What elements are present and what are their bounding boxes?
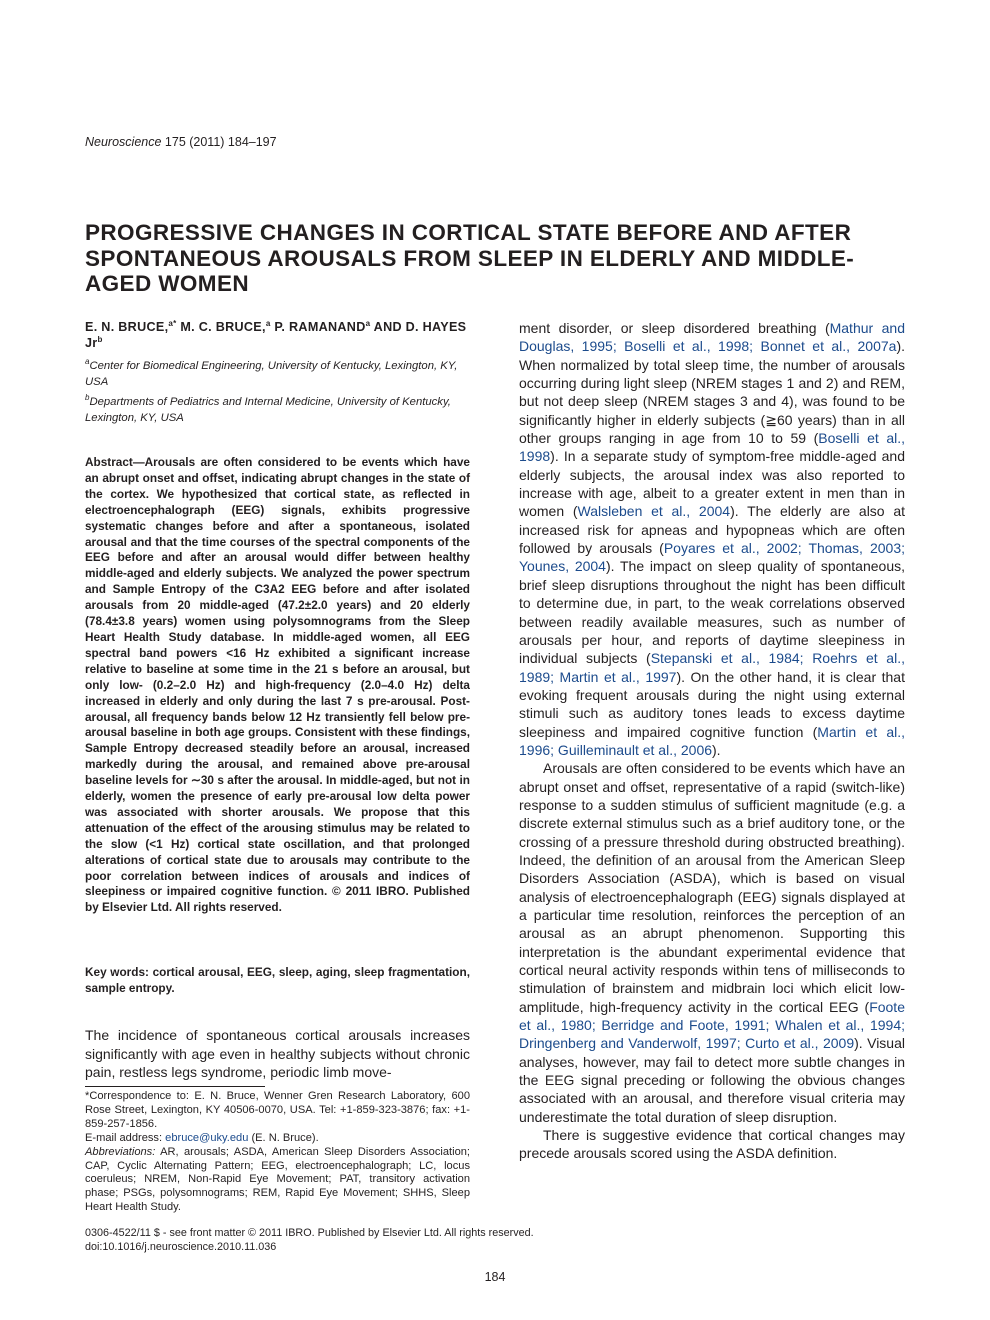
paragraph-text: ). On the other hand, it is clear that evoking frequent arousals during the night using external stimuli such as auditory tones leads to excess daytime sleepiness and impaired cognitive function ( bbox=[519, 668, 905, 740]
affiliation-text: Departments of Pediatrics and Internal Medicine, University of Kentucky, Lexington, KY, USA bbox=[85, 396, 451, 424]
introduction-text-left: The incidence of spontaneous cortical arousals increases significantly with age even in healthy subjects without chronic pain, restless legs syndrome, periodic limb move- bbox=[85, 1027, 470, 1080]
citation-link[interactable]: Martin et al., 1996; Guilleminault et al., 2006 bbox=[519, 723, 905, 758]
email-link[interactable]: ebruce@uky.edu bbox=[165, 1131, 249, 1144]
citation-link[interactable]: Walsleben et al., 2004 bbox=[577, 503, 731, 520]
paragraph-text: ). bbox=[712, 741, 721, 758]
affiliation-a bbox=[85, 359, 470, 390]
citation-link[interactable]: Mathur and Douglas, 1995; Boselli et al., 1998; Bonnet et al., 2007a bbox=[519, 320, 905, 355]
paragraph bbox=[519, 319, 905, 759]
author-affiliation-mark: a bbox=[265, 318, 271, 328]
paragraph-text: ). In a separate study of symptom-free middle-aged and elderly subjects, the arousal index was also reported to increase with age, albeit to a greater extent in men than in women ( bbox=[519, 448, 905, 520]
citation-link[interactable]: Stepanski et al., 1984; Roehrs et al., 1989; Martin et al., 1997 bbox=[519, 650, 905, 685]
abbreviations-label: Abbreviations: bbox=[85, 1145, 156, 1158]
author-list bbox=[85, 319, 470, 351]
paragraph-text: ment disorder, or sleep disordered breathing ( bbox=[519, 320, 830, 336]
abstract: Abstract—Arousals are often considered to be events which have an abrupt onset and offset, indicating abrupt changes in the state of the cortex. We hypothesized that cortical state, as reflected in electroencephalograph (EEG) signals, exhibits progressive systematic changes before and after a spontaneous, isolated arousal and that the time courses of the spectral components of the EEG before and after an arousal would differ between healthy middle-aged and elderly subjects. We analyzed the power spectrum and Sample Entropy of the C3A2 EEG before and after isolated arousals from 20 middle-aged (47.2±2.0 years) and 20 elderly (78.4±3.8 years) women using polysomnograms from the Sleep Heart Health Study database. In middle-aged women, all EEG spectral band powers <16 Hz exhibited a significant increase relative to baseline at some time in the 21 s before an arousal, but only low- (0.2–2.0 Hz) and high-frequency (2.0–4.0 Hz) delta increased in elderly and only during the last 7 s pre-arousal. Post-arousal, all frequency bands below 12 Hz transiently fell below pre-arousal baseline in both age groups. Consistent with these findings, Sample Entropy decreased steadily before an arousal, increased markedly during the arousal, and remained above pre-arousal baseline levels for ∼30 s after the arousal. In middle-aged, but not in elderly, women the presence of early pre-arousal low delta power was associated with shorter arousals. We propose that this attenuation of the effect of the arousing stimulus may be related to the slow (<1 Hz) cortical state oscillation, and that prolonged alterations of cortical state due to arousals may contribute to the poor correlation between indices of arousals and indices of sleepiness or impaired cognitive function. © 2011 IBRO. Published by Elsevier Ltd. All rights reserved. bbox=[85, 455, 470, 915]
author-affiliation-mark: a* bbox=[168, 318, 177, 328]
affiliation-text: Center for Biomedical Engineering, University of Kentucky, Lexington, KY, USA bbox=[85, 360, 458, 388]
copyright-line: 0306-4522/11 $ - see front matter © 2011 IBRO. Published by Elsevier Ltd. All rights reserved. bbox=[85, 1227, 534, 1239]
citation-link[interactable]: Boselli et al., 1998 bbox=[519, 430, 905, 465]
author-name: AND D. HAYES Jr bbox=[85, 320, 467, 350]
journal-citation bbox=[85, 135, 277, 149]
email-owner: (E. N. Bruce). bbox=[248, 1131, 319, 1144]
correspondence-note: *Correspondence to: E. N. Bruce, Wenner Gren Research Laboratory, 600 Rose Street, Lexington, KY 40506-0070, USA. Tel: +1-859-323-3876; fax: +1-859-257-1856. bbox=[85, 1090, 470, 1130]
article-title: PROGRESSIVE CHANGES IN CORTICAL STATE BEFORE AND AFTER SPONTANEOUS AROUSALS FROM SLEEP IN ELDERLY AND MIDDLE-AGED WOMEN bbox=[85, 220, 855, 296]
paragraph bbox=[519, 759, 905, 1126]
email-note bbox=[85, 1132, 470, 1146]
abbreviations-text: AR, arousals; ASDA, American Sleep Disorders Association; CAP, Cyclic Alternating Pattern; EEG, electroencephalograph; LC, locus coeruleus; NREM, Non-Rapid Eye Movement; PAT, transitory activation phase; PSGs, polysomnograms; REM, Rapid Eye Movement; SHHS, Sleep Heart Health Study. bbox=[85, 1145, 470, 1214]
author-affiliation-mark: a bbox=[365, 318, 371, 328]
citation-link[interactable]: Poyares et al., 2002; Thomas, 2003; Younes, 2004 bbox=[519, 540, 906, 575]
introduction-text-right bbox=[519, 319, 905, 1163]
citation-link[interactable]: Foote et al., 1980; Berridge and Foote, 1991; Whalen et al., 1994; Dringenberg and Vanderwolf, 1997; Curto et al., 2009 bbox=[519, 998, 905, 1052]
affiliation-mark: b bbox=[85, 393, 90, 403]
doi-line: doi:10.1016/j.neuroscience.2010.11.036 bbox=[85, 1241, 277, 1253]
footnote-divider bbox=[85, 1086, 265, 1087]
paragraph bbox=[519, 1126, 905, 1163]
abbreviations-note bbox=[85, 1146, 470, 1216]
journal-name: Neuroscience bbox=[85, 135, 162, 149]
paragraph-text: Arousals are often considered to be events which have an abrupt onset and offset, representative of a rapid (switch-like) response to a sudden stimulus of sufficient magnitude (e.g. a discrete external stimulus such as a brief auditory tone, or the crossing of a pressure threshold during obstructed breathing). Indeed, the definition of an arousal from the American Sleep Disorders Association (ASDA), which is based on visual analysis of electroencephalograph (EEG) signals displayed at a particular time resolution, reinforces the perception of an arousal as an abrupt phenomenon. Supporting this interpretation is the abundant experimental evidence that cortical neural activity responds within tens of milliseconds to stimulation of brainstem and midbrain loci which elicit low-amplitude, high-frequency activity in the cortical EEG ( bbox=[519, 760, 905, 1015]
keywords: Key words: cortical arousal, EEG, sleep, aging, sleep fragmentation, sample entropy. bbox=[85, 965, 470, 995]
journal-volume-pages: 175 (2011) 184–197 bbox=[161, 135, 277, 149]
paragraph-text: ). The elderly are also at increased risk for apneas and hypopneas which are often followed by arousals ( bbox=[519, 503, 905, 557]
affiliation-b bbox=[85, 395, 470, 426]
author-affiliation-mark: b bbox=[97, 334, 103, 344]
paragraph-text: ). Visual analyses, however, may fail to detect more subtle changes in the EEG signal preceding or following the obvious changes associated with an arousal, and therefore visual criteria may underestimate the total duration of sleep disruption. bbox=[519, 1035, 905, 1125]
footnotes bbox=[85, 1090, 470, 1215]
paragraph-text: There is suggestive evidence that cortical changes may precede arousals scored using the ASDA definition. bbox=[519, 1127, 905, 1162]
copyright-info bbox=[85, 1226, 534, 1254]
page-number: 184 bbox=[484, 1270, 506, 1284]
author-name: E. N. BRUCE, bbox=[85, 320, 169, 334]
affiliation-mark: a bbox=[85, 357, 90, 367]
paragraph-text: ). The impact on sleep quality of spontaneous, brief sleep disruptions throughout the night has been difficult to determine due, in part, to the weak correlations observed between readily available measures, such as number of arousals per hour, and reports of daytime sleepiness in individual subjects ( bbox=[519, 558, 905, 667]
author-name: M. C. BRUCE, bbox=[176, 320, 266, 334]
paragraph-text: ). When normalized by total sleep time, the number of arousals occurring during light sleep (NREM stages 1 and 2) and REM, but not deep sleep (NREM stages 3 and 4), was found to be significantly higher in elderly subjects (≧60 years) than in all other groups ranging in age from 10 to 59 ( bbox=[519, 338, 905, 447]
email-label: E-mail address: bbox=[85, 1131, 166, 1144]
author-name: P. RAMANAND bbox=[270, 320, 366, 334]
